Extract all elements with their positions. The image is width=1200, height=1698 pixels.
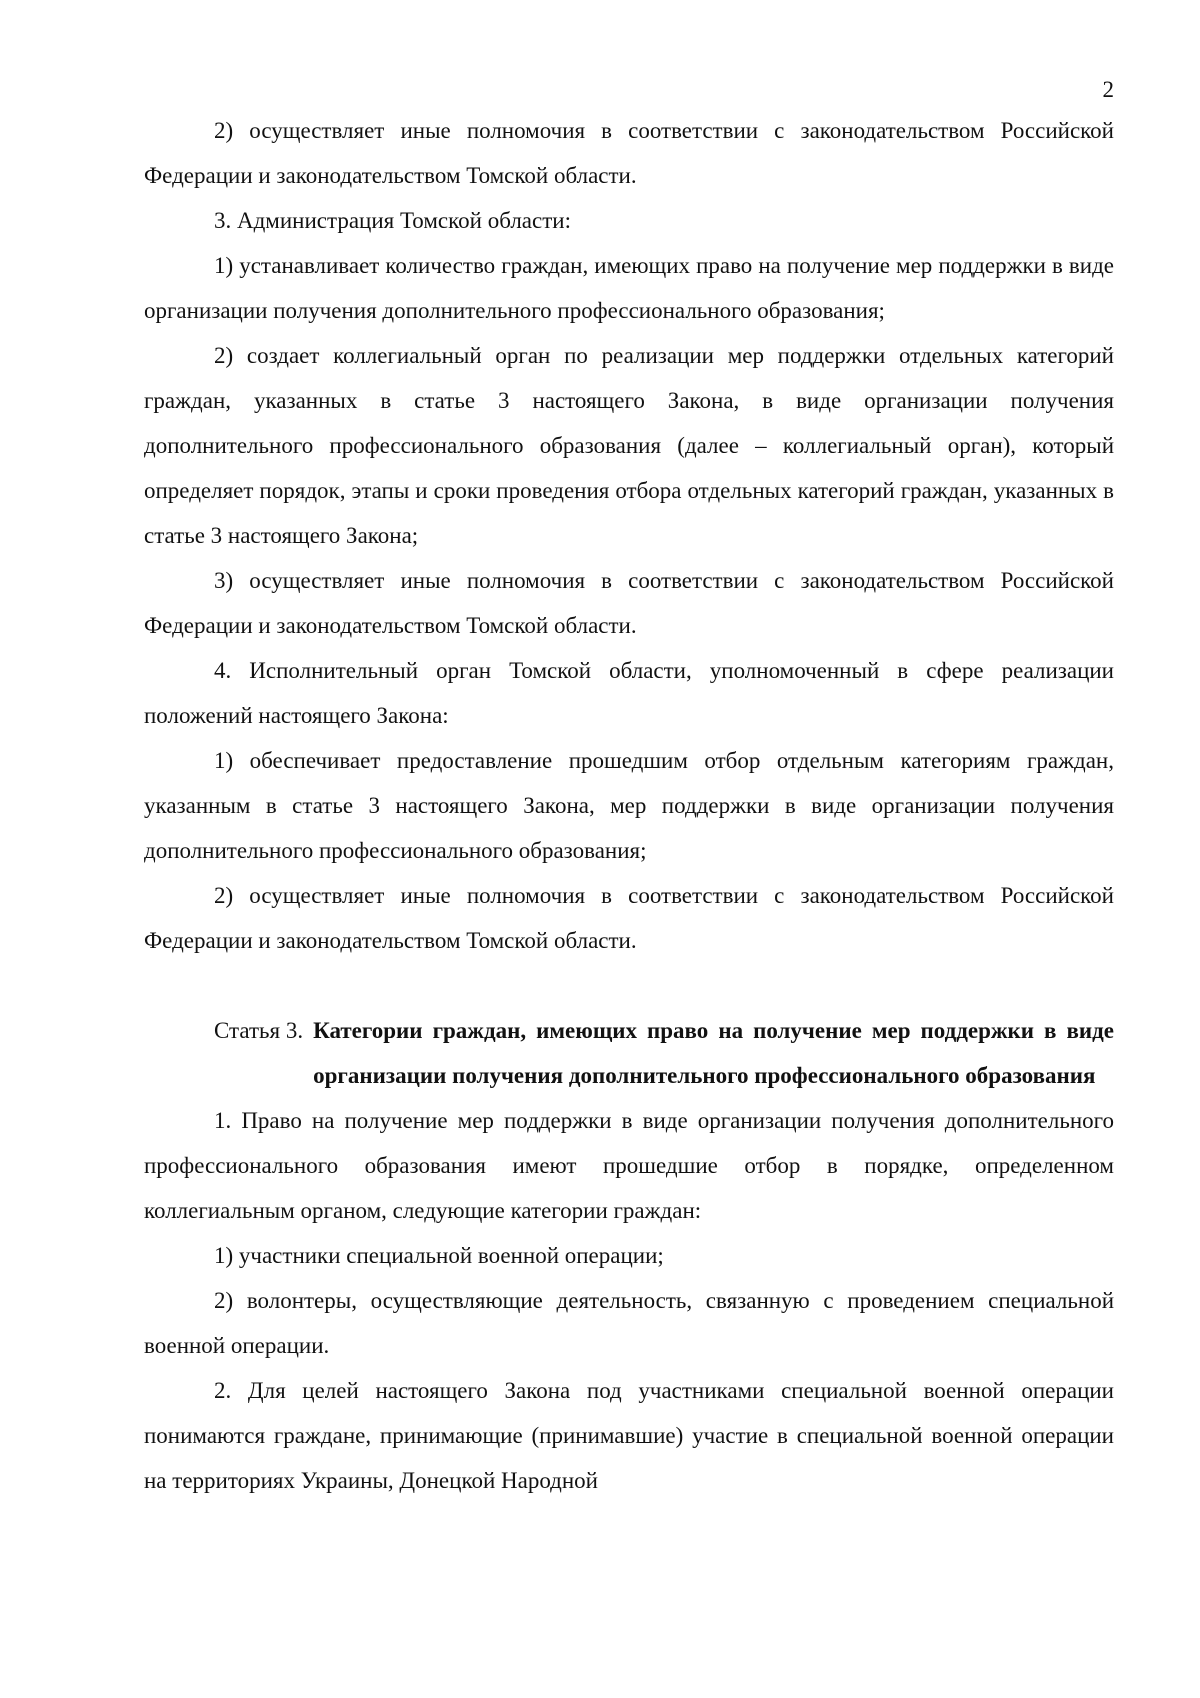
article-title: Категории граждан, имеющих право на получение мер поддержки в виде организации получения дополнительного профессионального образования <box>313 1018 1114 1088</box>
paragraph: 4. Исполнительный орган Томской области, уполномоченный в сфере реализации положений настоящего Закона: <box>144 658 1114 728</box>
document-body <box>144 108 1114 1503</box>
paragraph: 2) осуществляет иные полномочия в соответствии с законодательством Российской Федерации и законодательством Томской области. <box>144 118 1114 188</box>
paragraph: 2) осуществляет иные полномочия в соответствии с законодательством Российской Федерации и законодательством Томской области. <box>144 883 1114 953</box>
section-spacer <box>144 963 1114 1008</box>
paragraph: 2) волонтеры, осуществляющие деятельность, связанную с проведением специальной военной операции. <box>144 1288 1114 1358</box>
article-label: Статья 3. <box>214 1018 304 1043</box>
paragraph: 3) осуществляет иные полномочия в соответствии с законодательством Российской Федерации и законодательством Томской области. <box>144 568 1114 638</box>
paragraph: 1) обеспечивает предоставление прошедшим отбор отдельным категориям граждан, указанным в статье 3 настоящего Закона, мер поддержки в виде организации получения дополнительного профессионального образования; <box>144 748 1114 863</box>
paragraph: 2) создает коллегиальный орган по реализации мер поддержки отдельных категорий граждан, указанных в статье 3 настоящего Закона, в виде организации получения дополнительного профессионального образования (далее – коллегиальный орган), который определяет порядок, этапы и сроки проведения отбора отдельных категорий граждан, указанных в статье 3 настоящего Закона; <box>144 343 1114 548</box>
paragraph: 2. Для целей настоящего Закона под участниками специальной военной операции понимаются граждане, принимающие (принимавшие) участие в специальной военной операции на территориях Украины, Донецкой Народной <box>144 1378 1114 1493</box>
article-heading <box>214 1008 1114 1098</box>
paragraph: 1) устанавливает количество граждан, имеющих право на получение мер поддержки в виде организации получения дополнительного профессионального образования; <box>144 253 1114 323</box>
paragraph: 3. Администрация Томской области: <box>214 208 571 233</box>
paragraph: 1) участники специальной военной операции; <box>214 1243 664 1268</box>
paragraph: 1. Право на получение мер поддержки в виде организации получения дополнительного профессионального образования имеют прошедшие отбор в порядке, определенном коллегиальным органом, следующие категории граждан: <box>144 1108 1114 1223</box>
page-number: 2 <box>1102 77 1114 102</box>
